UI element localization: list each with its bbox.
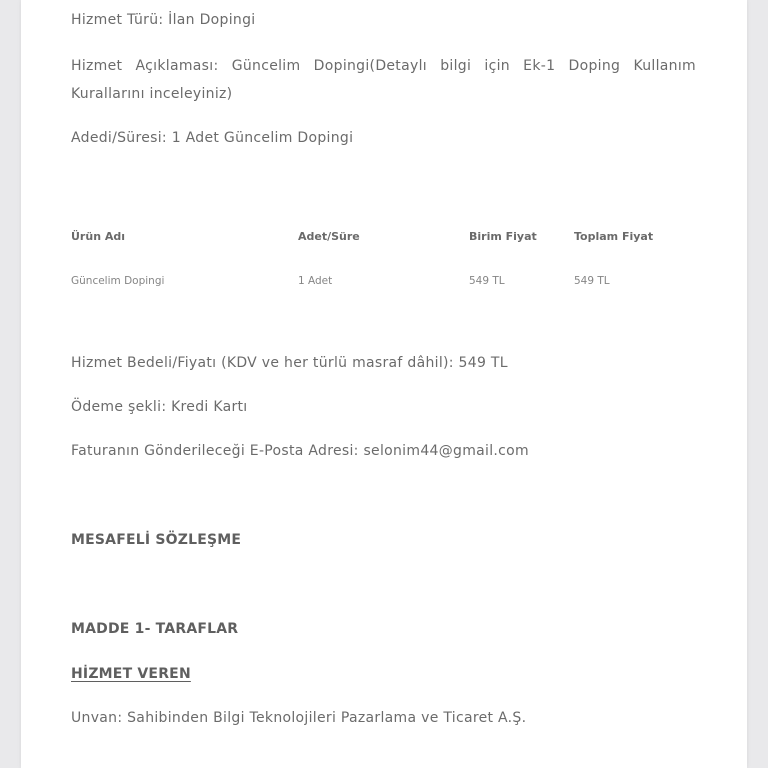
table-cell-product-name: Güncelim Dopingi (71, 275, 165, 287)
table-cell-unit-price: 549 TL (469, 275, 505, 287)
payment-method-line: Ödeme şekli: Kredi Kartı (71, 399, 248, 415)
table-header-product-name: Ürün Adı (71, 230, 126, 243)
provider-heading: HİZMET VEREN (71, 666, 191, 682)
table-header-unit-price: Birim Fiyat (469, 230, 537, 243)
quantity-duration-line: Adedi/Süresi: 1 Adet Güncelim Dopingi (71, 130, 354, 146)
service-type-line: Hizmet Türü: İlan Dopingi (71, 12, 256, 28)
table-header-total-price: Toplam Fiyat (574, 230, 654, 243)
service-fee-line: Hizmet Bedeli/Fiyatı (KDV ve her türlü masraf dâhil): 549 TL (71, 355, 508, 371)
invoice-email-line: Faturanın Gönderileceği E-Posta Adresi: selonim44@gmail.com (71, 443, 529, 459)
provider-title-line: Unvan: Sahibinden Bilgi Teknolojileri Pazarlama ve Ticaret A.Ş. (71, 710, 527, 726)
document-page (21, 0, 747, 768)
table-header-quantity: Adet/Süre (298, 230, 360, 243)
article-1-title: MADDE 1- TARAFLAR (71, 621, 239, 637)
contract-title: MESAFELİ SÖZLEŞME (71, 532, 242, 548)
table-cell-quantity: 1 Adet (298, 275, 333, 287)
product-table (71, 222, 696, 302)
table-cell-total-price: 549 TL (574, 275, 610, 287)
service-description-paragraph: Hizmet Açıklaması: Güncelim Dopingi(Detaylı bilgi için Ek-1 Doping Kullanım Kurallarını inceleyiniz) (71, 58, 696, 102)
